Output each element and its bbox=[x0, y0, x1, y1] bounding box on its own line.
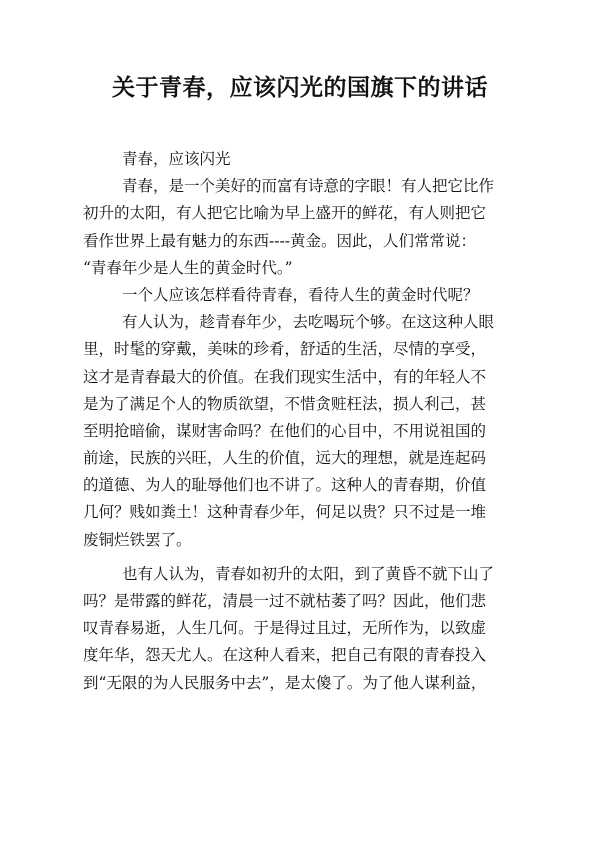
body-line: 青春，是一个美好的而富有诗意的字眼！有人把它比作 bbox=[122, 177, 495, 196]
body-line: 看作世界上最有魅力的东西----黄金。因此，人们常常说： bbox=[83, 231, 476, 250]
body-line: 有人认为，趁青春年少，去吃喝玩个够。在这这种人眼 bbox=[122, 313, 495, 332]
document-body bbox=[83, 146, 523, 697]
body-line: “青春年少是人生的黄金时代。” bbox=[83, 258, 293, 277]
body-line: 到“无限的为人民服务中去”，是太傻了。为了他人谋利益， bbox=[83, 673, 487, 692]
body-line: 里，时髦的穿戴，美味的珍肴，舒适的生活，尽情的享受， bbox=[83, 340, 487, 359]
body-line: 叹青春易逝，人生几何。于是得过且过，无所作为，以致虚 bbox=[83, 619, 487, 638]
body-line: 至明抢暗偷，谋财害命吗？在他们的心目中，不用说祖国的 bbox=[83, 421, 487, 440]
body-line: 一个人应该怎样看待青春，看待人生的黄金时代呢？ bbox=[122, 285, 479, 304]
body-line: 的道德、为人的耻辱他们也不讲了。这种人的青春期，价值 bbox=[83, 476, 487, 495]
body-line: 废铜烂铁罢了。 bbox=[83, 530, 192, 549]
body-line: 前途，民族的兴旺，人生的价值，远大的理想，就是连起码 bbox=[83, 449, 487, 468]
document-title: 关于青春，应该闪光的国旗下的讲话 bbox=[112, 74, 488, 101]
body-line: 吗？是带露的鲜花，清晨一过不就枯萎了吗？因此，他们悲 bbox=[83, 592, 487, 610]
body-line: 也有人认为，青春如初升的太阳，到了黄昏不就下山了 bbox=[122, 564, 495, 583]
body-line: 这才是青春最大的价值。在我们现实生活中，有的年轻人不 bbox=[83, 367, 487, 386]
body-line: 初升的太阳，有人把它比喻为早上盛开的鲜花，有人则把它 bbox=[83, 204, 487, 223]
body-line: 青春，应该闪光 bbox=[122, 150, 231, 168]
body-line: 是为了满足个人的物质欲望，不惜贪赃枉法，损人利己，甚 bbox=[83, 394, 487, 413]
body-line: 度年华，怨天尤人。在这种人看来，把自己有限的青春投入 bbox=[83, 646, 487, 665]
body-line: 几何？贱如粪土！这种青春少年，何足以贵？只不过是一堆 bbox=[83, 503, 487, 522]
